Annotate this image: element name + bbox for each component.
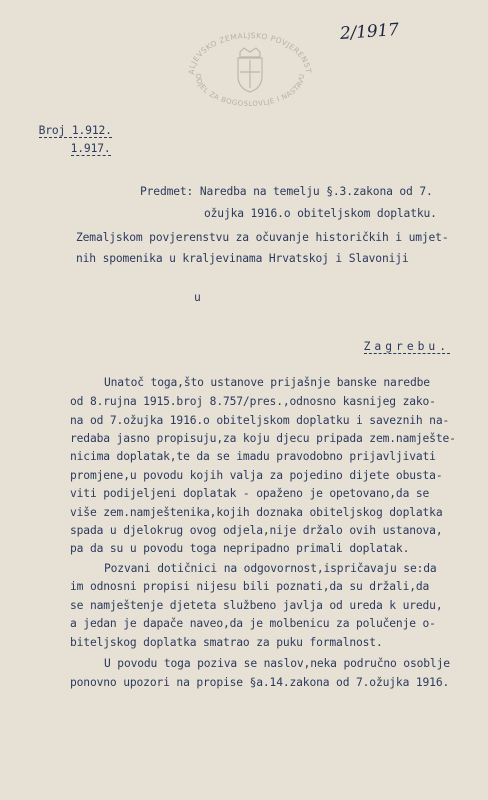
body-line-2: od 8.rujna 1915.broj 8.757/pres.,odnosno kasnijeg zako- bbox=[70, 395, 436, 408]
body-line-5: nicima doplatak,te da se imadu pravodobno prijavljivati bbox=[70, 450, 436, 463]
reference-number-line2: 1.917. bbox=[70, 142, 111, 155]
subject-line-2: ožujka 1916.o obiteljskom doplatku. bbox=[204, 207, 437, 220]
body-line-17: ponovno upozori na propise §a.14.zakona od 7.ožujka 1916. bbox=[70, 676, 450, 689]
body-line-11: Pozvani dotičnici na odgovornost,ispričavaju se:da bbox=[104, 562, 437, 575]
city-name: Zagrebu. bbox=[363, 340, 451, 353]
svg-text:KRALJEVSKO ZEMALJSKO POVJERENS: ALJEVSKO ZEMALJSKO POVJERENST bbox=[186, 30, 314, 75]
handwritten-annotation: 2/1917 bbox=[339, 19, 400, 45]
body-line-12: im odnosni propisi nijesu bili poznati,da su držali,da bbox=[70, 580, 430, 593]
body-line-14: a jedan je dapače naveo,da je molbenicu za polučenje o- bbox=[70, 617, 436, 630]
body-line-3: na od 7.ožujka 1916.o obiteljskom doplatku i saveznih na- bbox=[70, 414, 450, 427]
subject-line-1: Predmet: Naredba na temelju §.3.zakona od 7. bbox=[140, 185, 433, 198]
stamp-emblem bbox=[180, 30, 320, 108]
recipient-line-1: Zemaljskom povjerenstvu za očuvanje historičkih i umjet- bbox=[76, 231, 449, 244]
body-line-9: spada u djelokrug ovog odjela,nije držalo ovih ustanova, bbox=[70, 524, 443, 537]
body-line-8: više zem.namještenika,kojih doznaka obiteljskog doplatka bbox=[70, 506, 443, 519]
body-line-1: Unatoč toga,što ustanove prijašnje banske naredbe bbox=[104, 376, 430, 389]
body-line-15: biteljskog doplatka smatrao za puku formalnost. bbox=[70, 636, 383, 649]
city-line bbox=[337, 326, 450, 368]
reference-number-line1: Broj 1.912. bbox=[38, 124, 112, 137]
body-line-4: redaba jasno propisuju,za koju djecu pripada zem.namješte- bbox=[70, 432, 456, 445]
body-line-6: promjene,u povodu kojih valja za pojedino dijete obusta- bbox=[70, 469, 443, 482]
reference-year bbox=[44, 128, 111, 170]
embossed-stamp bbox=[180, 30, 320, 108]
svg-text:ODJEL ZA BOGOSLOVLJE I NASTAVU: ODJEL ZA BOGOSLOVLJE I NASTAVU bbox=[193, 73, 307, 108]
body-line-16: U povodu toga poziva se naslov,neka područno osoblje bbox=[104, 657, 450, 670]
recipient-line-2: nih spomenika u kraljevinama Hrvatskoj i Slavoniji bbox=[76, 252, 409, 265]
body-line-7: viti podijeljeni doplatak - opaženo je opetovano,da se bbox=[70, 487, 430, 500]
body-line-13: se namještenje djeteta službeno javlja od ureda k uredu, bbox=[70, 599, 443, 612]
preposition-u: u bbox=[194, 291, 201, 304]
body-line-10: pa da su u povodu toga nepripadno primali doplatak. bbox=[70, 542, 410, 555]
